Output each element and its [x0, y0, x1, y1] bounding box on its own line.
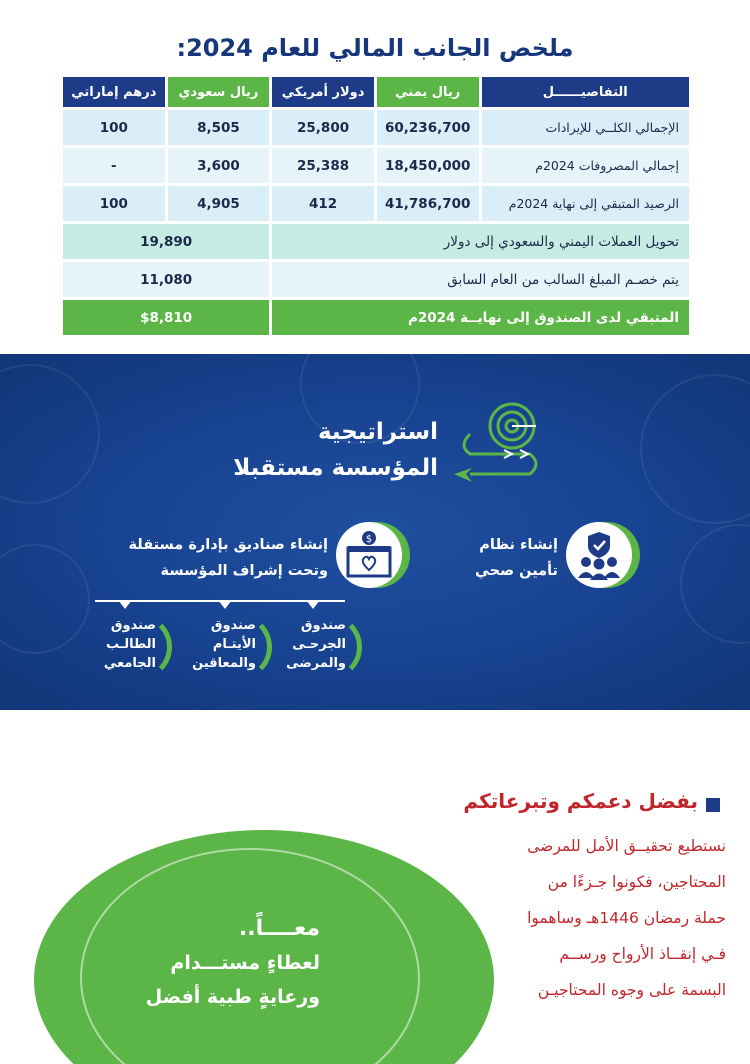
fund-line: والمعاقين	[192, 656, 256, 671]
fund-line: صندوق	[300, 618, 346, 633]
insurance-line2: تأمين صحي	[474, 563, 558, 579]
table-row	[63, 110, 689, 145]
strategy-title	[233, 414, 438, 486]
summary-value: 19,890	[63, 224, 269, 259]
fund-line: الجامعي	[103, 656, 156, 671]
cell-sar: 4,905	[168, 186, 270, 221]
funds-text	[128, 532, 328, 584]
fund-students	[80, 616, 162, 678]
donation-box-icon	[336, 522, 402, 588]
heading-bullet	[706, 798, 720, 812]
row-label: إجمالي المصروفات 2024م	[482, 148, 689, 183]
total-label: المتبقي لدى الصندوق إلى نهايــة 2024م	[272, 300, 689, 335]
funds-line2: وتحت إشراف المؤسسة	[160, 563, 328, 579]
header-aed: درهم إماراتي	[63, 77, 165, 107]
row-label: الرصيد المتبقي إلى نهاية 2024م	[482, 186, 689, 221]
cell-aed: -	[63, 148, 165, 183]
svg-text:$: $	[365, 534, 373, 545]
people-shield-icon	[566, 522, 632, 588]
cell-aed: 100	[63, 186, 165, 221]
table-row	[63, 186, 689, 221]
fund-orphans	[180, 616, 262, 678]
financial-summary-table	[60, 74, 692, 338]
decor-circle	[0, 544, 90, 654]
cell-usd: 25,388	[272, 148, 374, 183]
pointer-icon	[306, 600, 320, 609]
decor-circle	[680, 524, 750, 644]
decor-circle	[640, 374, 750, 524]
cell-sar: 3,600	[168, 148, 270, 183]
fund-line: صندوق	[210, 618, 256, 633]
target-arrow-icon	[450, 394, 550, 494]
fund-label	[104, 616, 156, 673]
cell-yer: 41,786,700	[377, 186, 479, 221]
funds-line1: إنشاء صناديق بإدارة مستقلة	[128, 537, 328, 553]
fund-line: الأيتـام	[212, 637, 256, 652]
fund-label	[192, 616, 256, 673]
cell-usd: 25,800	[272, 110, 374, 145]
cell-usd: 412	[272, 186, 374, 221]
insurance-line1: إنشاء نظام	[479, 537, 558, 553]
decor-circle	[0, 364, 100, 504]
funds-icon-circle	[336, 522, 402, 588]
cell-yer: 60,236,700	[377, 110, 479, 145]
header-sar: ريال سعودي	[168, 77, 270, 107]
total-value: $8,810	[63, 300, 269, 335]
row-label: الإجمالي الكلــي للإيرادات	[482, 110, 689, 145]
insurance-text	[475, 532, 558, 584]
fund-line: والمرضى	[286, 656, 346, 671]
header-details: التفاصيــــــل	[482, 77, 689, 107]
para-line: فـي إنقــاذ الأرواح ورســم	[559, 945, 726, 963]
pointer-icon	[118, 600, 132, 609]
header-yer: ريال يمني	[377, 77, 479, 107]
strategy-title-line1: استراتيجية	[317, 419, 438, 445]
strategy-section	[0, 354, 750, 710]
slogan-line: لعطاءٍ مستـــدام	[170, 952, 320, 974]
fund-line: الطالـب	[106, 637, 156, 652]
closing-heading: بفضل دعمكم وتبرعاتكم	[463, 789, 698, 813]
fund-line: الجرحـى	[292, 637, 346, 652]
cell-aed: 100	[63, 110, 165, 145]
pointer-icon	[218, 600, 232, 609]
slogan-text	[100, 912, 320, 1014]
summary-label: يتم خصـم المبلغ السالب من العام السابق	[272, 262, 689, 297]
para-line: المحتاجين، فكونوا جـزءًا من	[547, 873, 726, 891]
summary-row	[63, 262, 689, 297]
insurance-icon-circle	[566, 522, 632, 588]
table-row	[63, 148, 689, 183]
summary-row-total	[63, 300, 689, 335]
para-line: البسمة على وجوه المحتاجيـن	[537, 981, 726, 999]
slogan-line: ورعايةٍ طبية أفضل	[145, 986, 320, 1008]
table-header-row	[63, 77, 689, 107]
para-line: نستطيع تحقيــق الأمل للمرضى	[527, 837, 726, 855]
cell-sar: 8,505	[168, 110, 270, 145]
fund-label	[286, 616, 346, 673]
summary-row	[63, 224, 689, 259]
strategy-title-line2: المؤسسة مستقبلا	[233, 455, 438, 481]
fund-line: صندوق	[110, 618, 156, 633]
slogan-line: معــــاً..	[238, 916, 320, 941]
fund-patients	[270, 616, 352, 678]
summary-value: 11,080	[63, 262, 269, 297]
page-title: ملخص الجانب المالي للعام 2024:	[176, 34, 574, 62]
para-line: حملة رمضان 1446هـ وساهموا	[527, 909, 726, 927]
summary-label: تحويل العملات اليمني والسعودي إلى دولار	[272, 224, 689, 259]
cell-yer: 18,450,000	[377, 148, 479, 183]
header-usd: دولار أمريكي	[272, 77, 374, 107]
